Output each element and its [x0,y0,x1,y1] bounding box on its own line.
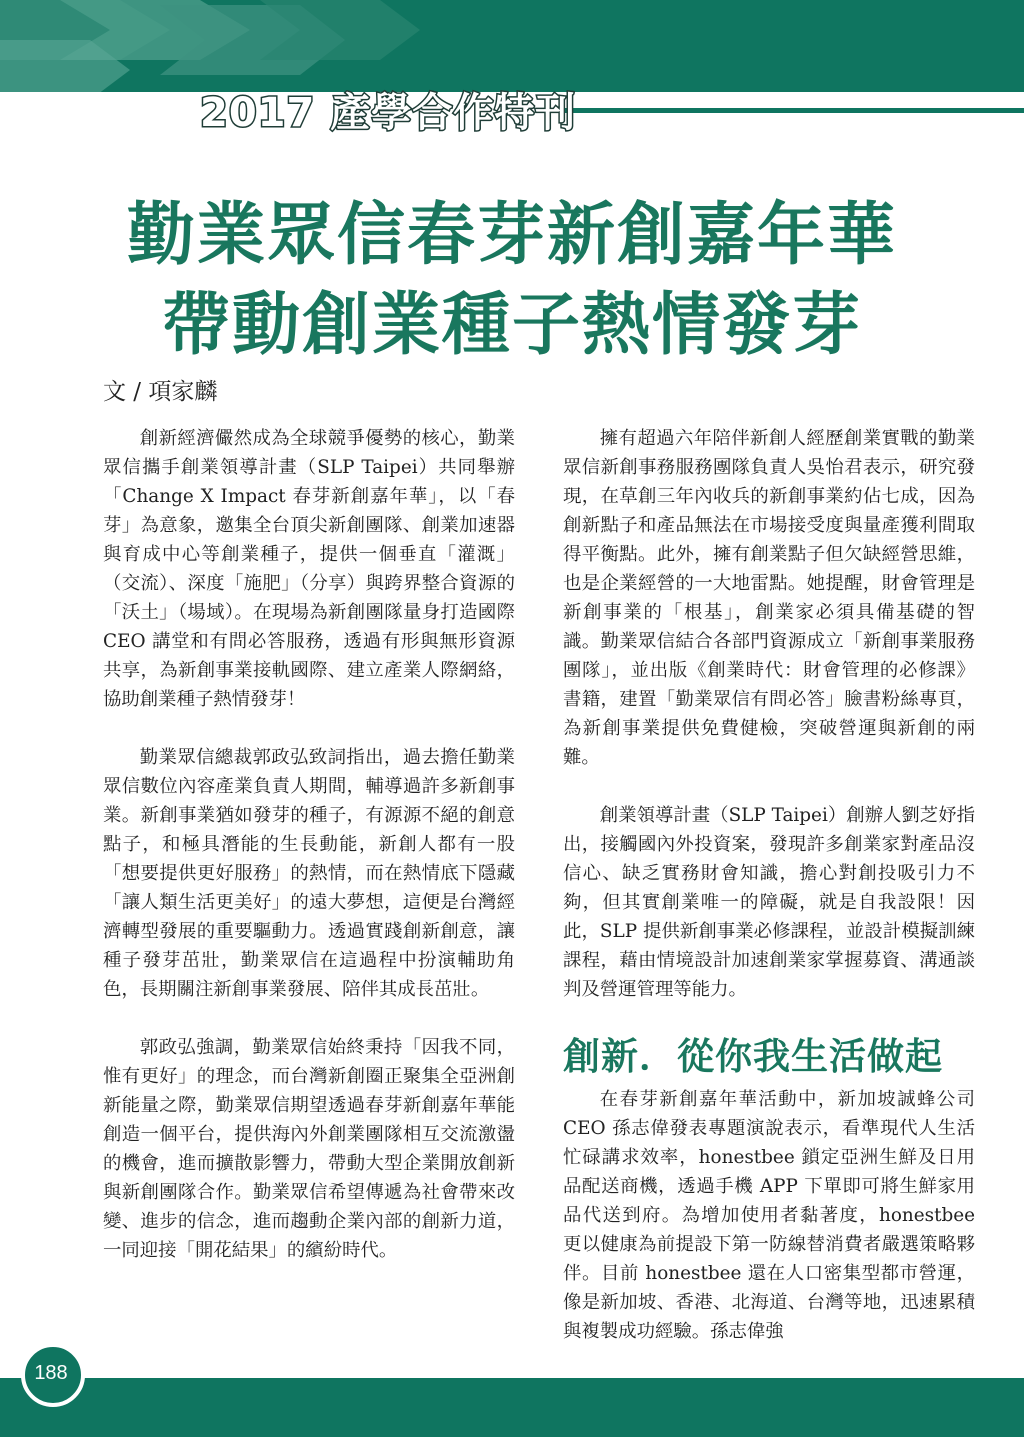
paragraph: 郭政弘強調，勤業眾信始終秉持「因我不同，惟有更好」的理念，而台灣新創圈正聚集全亞洲創新能量之際，勤業眾信期望透過春芽新創嘉年華能創造一個平台，提供海內外創業團隊相互交流激盪的機會，進而擴散影響力，帶動大型企業開放創新與新創團隊合作。勤業眾信希望傳遞為社會帶來改變、進步的信念，進而趨動企業內部的創新力道，一同迎接「開花結果」的繽紛時代。 [103,1037,515,1261]
paragraph: 擁有超過六年陪伴新創人經歷創業實戰的勤業眾信新創事務服務團隊負責人吳怡君表示，研究發現，在草創三年內收兵的新創事業約佔七成，因為創新點子和產品無法在市場接受度與量產獲利間取得平衡點。此外，擁有創業點子但欠缺經營思維，也是企業經營的一大地雷點。她提醒，財會管理是新創事業的「根基」，創業家必須具備基礎的智識。勤業眾信結合各部門資源成立「新創事業服務團隊」，並出版《創業時代：財會管理的必修課》書籍，建置「勤業眾信有問必答」臉書粉絲專頁，為新創事業提供免費健檢，突破營運與新創的兩難。 [563,428,975,768]
section-title: 2017 產學合作特刊 [200,90,577,136]
article-title-line-1: 勤業眾信春芽新創嘉年華 [126,196,897,275]
subheading: 創新．從你我生活做起 [563,1035,943,1078]
header-band [0,0,1024,152]
paragraph: 在春芽新創嘉年華活動中，新加坡誠蜂公司 CEO 孫志偉發表專題演說表示，看準現代人生活忙碌講求效率，honestbee 鎖定亞洲生鮮及日用品配送商機，透過手機 APP 下單即可將生鮮家用品代送到府。為增加使用者黏著度，honestbee 更以健康為前提設下第一防線替消費者嚴選策略夥伴。目前 honestbee 還在人口密集型都市營運，像是新加坡、香港、北海道、台灣等地，迅速累積與複製成功經驗。孫志偉強 [563,1089,975,1342]
paragraph: 創新經濟儼然成為全球競爭優勢的核心，勤業眾信攜手創業領導計畫（SLP Taipei）共同舉辦「Change X Impact 春芽新創嘉年華」，以「春芽」為意象，邀集全台頂尖新創團隊、創業加速器與育成中心等創業種子，提供一個垂直「灌溉」（交流）、深度「施肥」（分享）與跨界整合資源的「沃土」（場域）。在現場為新創團隊量身打造國際 CEO 講堂和有問必答服務，透過有形與無形資源共享，為新創事業接軌國際、建立產業人際網絡，協助創業種子熱情發芽！ [103,428,515,710]
paragraph: 創業領導計畫（SLP Taipei）創辦人劉芝妤指出，接觸國內外投資案，發現許多創業家對產品沒信心、缺乏實務財會知識，擔心對創投吸引力不夠，但其實創業唯一的障礙，就是自我設限！因此，SLP 提供新創事業必修課程，並設計模擬訓練課程，藉由情境設計加速創業家掌握募資、溝通談判及營運管理等能力。 [563,805,975,1000]
left-column [103,424,515,1294]
footer-band [0,1378,1024,1437]
arrow-decoration-icon [0,0,560,100]
page-number: 188 [34,1362,68,1384]
byline: 文 / 項家麟 [103,379,218,405]
paragraph: 勤業眾信總裁郭政弘致詞指出，過去擔任勤業眾信數位內容產業負責人期間，輔導過許多新創事業。新創事業猶如發芽的種子，有源源不絕的創意點子，和極具潛能的生長動能，新創人都有一股「想要提供更好服務」的熱情，而在熱情底下隱藏「讓人類生活更美好」的遠大夢想，這便是台灣經濟轉型發展的重要驅動力。透過實踐創新創意，讓種子發芽茁壯，勤業眾信在這過程中扮演輔助角色，長期關注新創事業發展、陪伴其成長茁壯。 [103,747,515,1000]
article-title-line-2: 帶動創業種子熱情發芽 [161,286,862,365]
header-rule [545,108,1024,113]
right-column [563,424,975,1346]
